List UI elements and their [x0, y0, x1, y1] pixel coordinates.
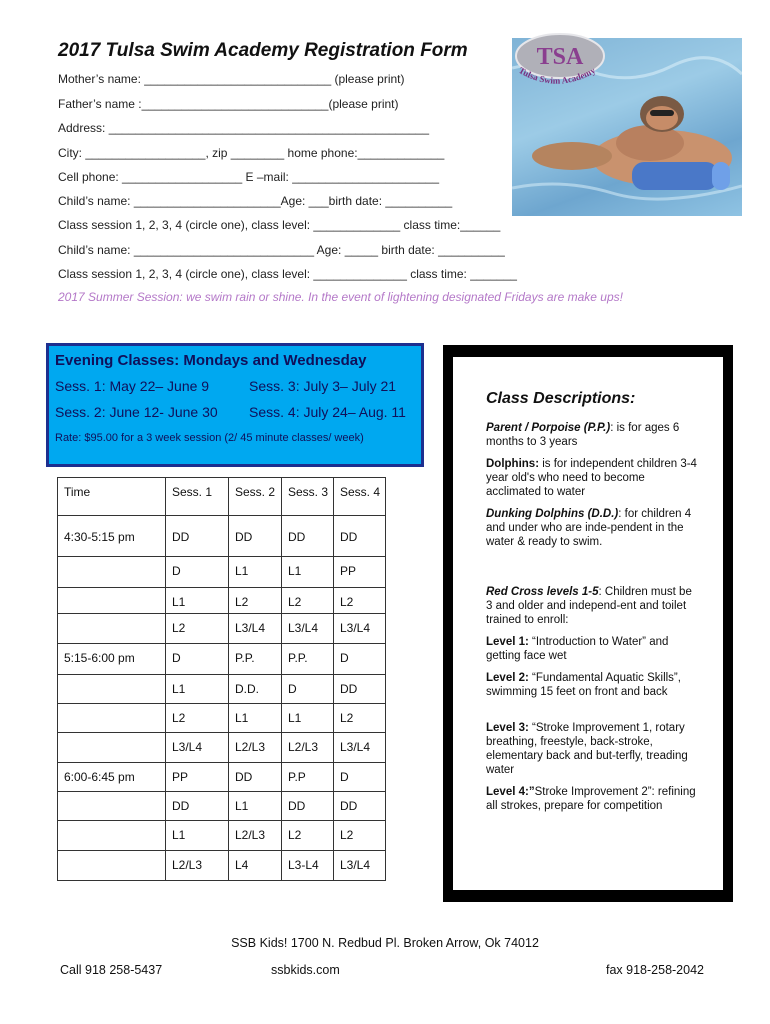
table-cell: L1	[229, 704, 282, 733]
table-cell: L2	[334, 821, 386, 851]
table-cell	[58, 675, 166, 704]
table-cell	[58, 588, 166, 614]
tsa-logo	[512, 32, 608, 96]
child1-name-field[interactable]: Child’s name: ______________________Age: ___birth date: __________	[58, 194, 453, 208]
table-cell: Time	[58, 478, 166, 516]
table-cell: 5:15-6:00 pm	[58, 644, 166, 675]
city-zip-phone-field[interactable]: City: __________________, zip ________ home phone:_____________	[58, 146, 445, 160]
table-cell: L2	[166, 614, 229, 644]
table-cell	[58, 821, 166, 851]
table-cell: L1	[229, 557, 282, 588]
table-row	[58, 588, 386, 614]
table-cell: Sess. 1	[166, 478, 229, 516]
table-cell: P.P.	[229, 644, 282, 675]
table-cell: L2	[282, 821, 334, 851]
table-cell: DD	[282, 516, 334, 557]
table-cell: L3/L4	[166, 733, 229, 763]
mother-name-field[interactable]: Mother’s name: ____________________________ (please print)	[58, 72, 405, 86]
table-cell	[58, 733, 166, 763]
table-cell: L1	[229, 792, 282, 821]
desc-l2-label: Level 2:	[486, 672, 529, 684]
table-cell: L1	[282, 704, 334, 733]
table-row	[58, 763, 386, 792]
cell-email-field[interactable]: Cell phone: __________________ E –mail: ______________________	[58, 170, 440, 184]
table-cell: DD	[166, 792, 229, 821]
table-cell: D	[334, 763, 386, 792]
desc-dd-label: Dunking Dolphins (D.D.)	[486, 508, 619, 520]
table-cell: D	[334, 644, 386, 675]
desc-dolphins	[486, 457, 701, 499]
desc-parent-porpoise	[486, 421, 701, 449]
table-cell: D	[166, 557, 229, 588]
child2-name-field[interactable]: Child’s name: ___________________________ Age: _____ birth date: __________	[58, 243, 505, 257]
table-row	[58, 851, 386, 881]
table-row	[58, 792, 386, 821]
table-cell: PP	[334, 557, 386, 588]
desc-level-1	[486, 635, 701, 663]
table-cell: L2	[282, 588, 334, 614]
address-field[interactable]: Address: ________________________________________________	[58, 121, 430, 135]
table-cell: 4:30-5:15 pm	[58, 516, 166, 557]
table-cell: L2/L3	[229, 733, 282, 763]
table-row	[58, 821, 386, 851]
tsa-logo-art	[512, 32, 608, 96]
desc-l4-text: Stroke Improvement 2”: refining all strokes, prepare for competition	[486, 786, 696, 812]
table-cell	[58, 704, 166, 733]
logo-letters: TSA	[536, 44, 584, 70]
table-cell: L3/L4	[334, 851, 386, 881]
desc-pp-label: Parent / Porpoise (P.P.)	[486, 422, 611, 434]
table-cell: L1	[166, 821, 229, 851]
table-cell: DD	[282, 792, 334, 821]
table-header-row	[58, 478, 386, 516]
table-cell: L2	[334, 588, 386, 614]
table-cell: D.D.	[229, 675, 282, 704]
table-cell: L2	[229, 588, 282, 614]
table-cell: DD	[334, 516, 386, 557]
table-cell	[58, 792, 166, 821]
table-cell: D	[166, 644, 229, 675]
table-row	[58, 644, 386, 675]
child2-class-field[interactable]: Class session 1, 2, 3, 4 (circle one), class level: ______________ class time: _______	[58, 267, 517, 281]
table-cell: L3-L4	[282, 851, 334, 881]
table-cell: Sess. 4	[334, 478, 386, 516]
desc-l1-text: “Introduction to Water” and getting face wet	[486, 636, 669, 662]
table-cell: DD	[166, 516, 229, 557]
table-row	[58, 733, 386, 763]
desc-pp-text: : is for ages 6 months to 3 years	[486, 422, 680, 448]
desc-level-4	[486, 785, 701, 813]
desc-l1-label: Level 1:	[486, 636, 529, 648]
footer-website[interactable]: ssbkids.com	[271, 963, 340, 977]
desc-l3-label: Level 3:	[486, 722, 529, 734]
table-cell: L1	[282, 557, 334, 588]
session-1: Sess. 1: May 22– June 9	[55, 378, 210, 394]
footer-fax: fax 918-258-2042	[606, 963, 704, 977]
footer-phone: Call 918 258-5437	[60, 963, 163, 977]
table-cell: L3/L4	[334, 614, 386, 644]
table-cell: L2	[334, 704, 386, 733]
desc-l2-text: “Fundamental Aquatic Skills”, swimming 15 feet on front and back	[486, 672, 681, 698]
evening-heading: Evening Classes: Mondays and Wednesday	[55, 352, 367, 369]
table-cell: PP	[166, 763, 229, 792]
table-row	[58, 675, 386, 704]
session-4: Sess. 4: July 24– Aug. 11	[249, 404, 406, 420]
logo-arc-path: Tulsa Swim Academy	[517, 65, 597, 86]
desc-level-2	[486, 671, 701, 699]
desc-dolphins-text: is for independent children 3-4 year old's who need to become acclimated to water	[486, 458, 697, 498]
table-cell: L1	[166, 588, 229, 614]
form-title: 2017 Tulsa Swim Academy Registration Form	[58, 40, 468, 61]
table-row	[58, 614, 386, 644]
desc-rc-label: Red Cross levels 1-5	[486, 586, 599, 598]
session-2: Sess. 2: June 12- June 30	[55, 404, 218, 420]
table-cell: Sess. 3	[282, 478, 334, 516]
father-name-field[interactable]: Father’s name :____________________________(please print)	[58, 97, 399, 111]
table-cell: L1	[166, 675, 229, 704]
session-3: Sess. 3: July 3– July 21	[249, 378, 397, 394]
desc-l3-text: “Stroke Improvement 1, rotary breathing, freestyle, back-stroke, elementary back and but-terfly, treading water	[486, 722, 688, 776]
table-cell: P.P	[282, 763, 334, 792]
table-cell	[58, 614, 166, 644]
table-cell: P.P.	[282, 644, 334, 675]
desc-dunking-dolphins	[486, 507, 701, 549]
table-cell: L3/L4	[229, 614, 282, 644]
table-cell: L3/L4	[282, 614, 334, 644]
table-cell: L2/L3	[166, 851, 229, 881]
table-row	[58, 704, 386, 733]
desc-rc-text: : Children must be 3 and older and independ-ent and toilet trained to enroll:	[486, 586, 692, 626]
table-cell: Sess. 2	[229, 478, 282, 516]
desc-dd-text: : for children 4 and under who are inde-pendent in the water & ready to swim.	[486, 508, 692, 548]
desc-l4-label: Level 4:”	[486, 786, 535, 798]
desc-level-3	[486, 721, 701, 777]
table-cell: L4	[229, 851, 282, 881]
table-cell: DD	[229, 763, 282, 792]
table-cell: L2/L3	[229, 821, 282, 851]
table-cell	[58, 557, 166, 588]
table-cell: L3/L4	[334, 733, 386, 763]
table-cell: DD	[334, 792, 386, 821]
schedule-table	[57, 477, 386, 881]
footer-address: SSB Kids! 1700 N. Redbud Pl. Broken Arrow, Ok 74012	[231, 936, 539, 950]
table-row	[58, 516, 386, 557]
table-row	[58, 557, 386, 588]
evening-classes-box	[46, 343, 424, 467]
rate-text: Rate: $95.00 for a 3 week session (2/ 45 minute classes/ week)	[55, 432, 364, 444]
desc-dolphins-label: Dolphins:	[486, 458, 540, 470]
summer-session-note: 2017 Summer Session: we swim rain or shine. In the event of lightening designated Fridays are make ups!	[58, 290, 623, 304]
table-cell: DD	[334, 675, 386, 704]
table-cell	[58, 851, 166, 881]
table-cell: D	[282, 675, 334, 704]
table-cell: DD	[229, 516, 282, 557]
table-cell: 6:00-6:45 pm	[58, 763, 166, 792]
table-cell: L2	[166, 704, 229, 733]
table-cell: L2/L3	[282, 733, 334, 763]
class-descriptions-heading: Class Descriptions:	[486, 390, 636, 407]
desc-red-cross	[486, 585, 701, 627]
child1-class-field[interactable]: Class session 1, 2, 3, 4 (circle one), class level: _____________ class time:______	[58, 218, 501, 232]
